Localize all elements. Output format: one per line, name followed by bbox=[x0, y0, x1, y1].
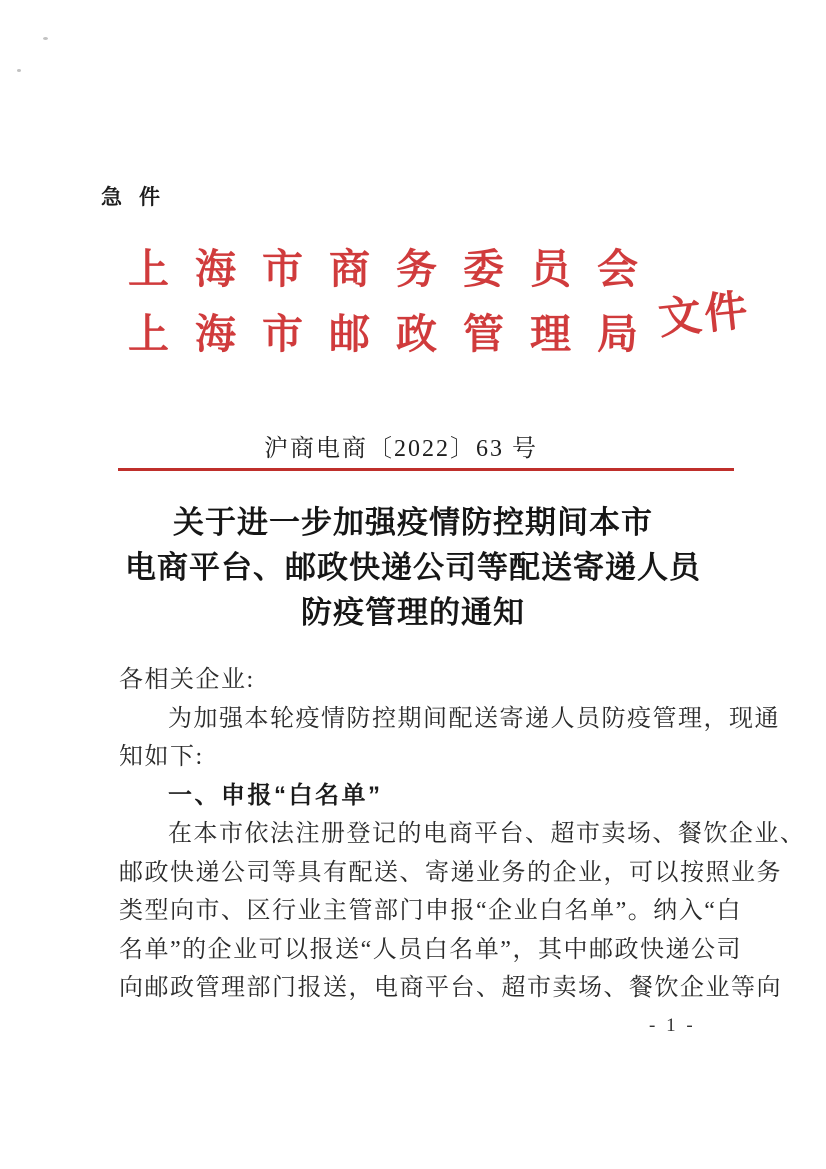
org-name-line1: 上海市商务委员会 bbox=[128, 246, 664, 292]
body-salutation: 各相关企业: bbox=[119, 667, 255, 693]
body-line: 邮政快递公司等具有配送、寄递业务的企业，可以按照业务 bbox=[119, 859, 782, 886]
body-line: 类型向市、区行业主管部门申报“企业白名单”。纳入“白 bbox=[119, 898, 742, 924]
body-line: 知如下: bbox=[119, 744, 204, 770]
title-line: 防疫管理的通知 bbox=[301, 595, 525, 630]
body-line: 名单”的企业可以报送“人员白名单”，其中邮政快递公司 bbox=[119, 936, 742, 963]
body-line: 为加强本轮疫情防控期间配送寄递人员防疫管理，现通 bbox=[168, 705, 780, 732]
title-line: 关于进一步加强疫情防控期间本市 bbox=[173, 505, 653, 540]
red-divider-rule bbox=[118, 468, 734, 471]
page-number: - 1 - bbox=[649, 1015, 696, 1036]
title-line: 电商平台、邮政快递公司等配送寄递人员 bbox=[125, 550, 701, 585]
document-body bbox=[119, 661, 806, 1008]
doc-type-suffix: 文件 bbox=[656, 287, 753, 344]
body-line: 向邮政管理部门报送，电商平台、超市卖场、餐饮企业等向 bbox=[119, 975, 782, 1001]
body-line: 在本市依法注册登记的电商平台、超市卖场、餐饮企业、 bbox=[168, 821, 806, 847]
letterhead-org-names bbox=[128, 237, 664, 367]
scan-speck bbox=[43, 37, 48, 40]
scan-speck bbox=[17, 69, 21, 72]
section-heading-1: 一、申报“白名单” bbox=[168, 781, 383, 809]
urgency-label: 急件 bbox=[101, 186, 177, 209]
org-name-line2: 上海市邮政管理局 bbox=[128, 311, 664, 357]
doc-number: 沪商电商〔2022〕63 号 bbox=[264, 436, 538, 462]
document-title bbox=[0, 500, 826, 635]
